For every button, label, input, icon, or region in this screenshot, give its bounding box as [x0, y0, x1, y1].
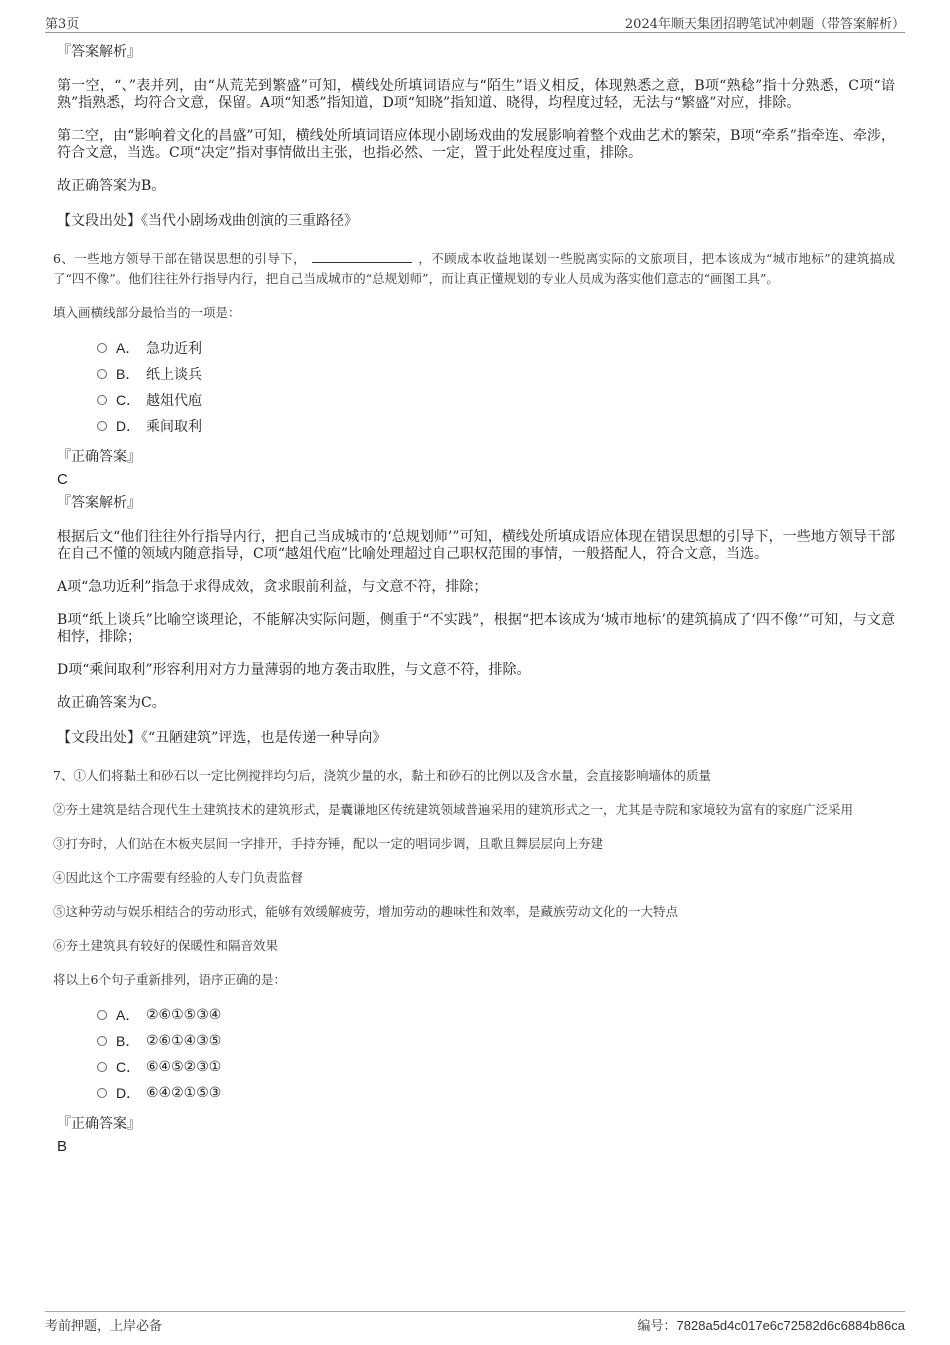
correct-answer-heading: 『正确答案』	[57, 449, 141, 465]
option-c[interactable]: C． 越俎代庖	[97, 387, 895, 413]
page-footer	[45, 1311, 905, 1334]
radio-icon[interactable]	[97, 1088, 107, 1098]
question-6-stem: 6、一些地方领导干部在错误思想的引导下， ，不顾成本收益地谋划一些脱离实际的文旅项目，把本该成为“城市地标”的建筑搞成了“四不像”。他们往往外行指导内行，把自己当成城市的“总规划师”，而让真正懂规划的专业人员成为落实他们意志的“画图工具”。	[53, 251, 895, 286]
radio-icon[interactable]	[97, 343, 107, 353]
analysis-paragraph: B项“纸上谈兵”比喻空谈理论，不能解决实际问题，侧重于“不实践”，根据“把本该成为‘城市地标’的建筑搞成了‘四不像’”可知，与文意相悖，排除；	[57, 612, 895, 645]
correct-answer-value: B	[57, 1138, 68, 1155]
footer-slogan: 考前押题，上岸必备	[45, 1319, 163, 1334]
question-6-prompt: 填入画横线部分最恰当的一项是：	[53, 305, 241, 320]
analysis-paragraph: 故正确答案为C。	[57, 695, 166, 711]
page-header	[45, 12, 905, 33]
option-b[interactable]: B． 纸上谈兵	[97, 361, 895, 387]
option-d[interactable]: D． ⑥④②①⑤③	[97, 1080, 895, 1106]
correct-answer-heading: 『正确答案』	[57, 1116, 141, 1132]
question-7-sentence: ⑥夯土建筑具有较好的保暖性和隔音效果	[53, 938, 279, 953]
radio-icon[interactable]	[97, 421, 107, 431]
radio-icon[interactable]	[97, 369, 107, 379]
radio-icon[interactable]	[97, 1036, 107, 1046]
option-a[interactable]: A． 急功近利	[97, 335, 895, 361]
radio-icon[interactable]	[97, 395, 107, 405]
question-7-sentence: ⑤这种劳动与娱乐相结合的劳动形式，能够有效缓解疲劳，增加劳动的趣味性和效率，是藏族劳动文化的一大特点	[53, 904, 679, 919]
fill-blank	[312, 250, 412, 263]
option-d[interactable]: D． 乘间取利	[97, 413, 895, 439]
document-code: 编号：7828a5d4c017e6c72582d6c6884b86ca	[637, 1318, 905, 1334]
source-citation: 【文段出处】《“丑陋建筑”评选，也是传递一种导向》	[57, 730, 387, 746]
question-7-sentence: ③打夯时，人们站在木板夹层间一字排开，手持夯锤，配以一定的唱词步调，且歌且舞层层向上夯建	[53, 836, 604, 851]
analysis-heading: 『答案解析』	[57, 44, 141, 60]
page-number: 第3页	[45, 17, 80, 32]
option-c[interactable]: C． ⑥④⑤②③①	[97, 1054, 895, 1080]
page-content	[53, 42, 895, 1160]
analysis-paragraph: 故正确答案为B。	[57, 178, 166, 194]
question-7-options	[97, 1002, 895, 1106]
question-7-prompt: 将以上6个句子重新排列，语序正确的是：	[53, 972, 286, 987]
analysis-paragraph: D项“乘间取利”形容利用对方力量薄弱的地方袭击取胜，与文意不符，排除。	[57, 662, 531, 678]
analysis-paragraph: A项“急功近利”指急于求得成效，贪求眼前利益，与文意不符，排除；	[57, 579, 488, 595]
analysis-paragraph: 第二空，由“影响着文化的昌盛”可知，横线处所填词语应体现小剧场戏曲的发展影响着整个戏曲艺术的繁荣，B项“牵系”指牵连、牵涉，符合文意，当选。C项“决定”指对事情做出主张，也指必然、一定，置于此处程度过重，排除。	[57, 128, 895, 161]
analysis-heading: 『答案解析』	[57, 495, 141, 511]
question-7-sentence: ②夯土建筑是结合现代生土建筑技术的建筑形式，是囊谦地区传统建筑领域普遍采用的建筑形式之一，尤其是寺院和家境较为富有的家庭广泛采用	[53, 802, 854, 817]
document-title: 2024年顺天集团招聘笔试冲刺题（带答案解析）	[624, 17, 905, 32]
question-7-sentence: 7、①人们将黏土和砂石以一定比例搅拌均匀后，浇筑少量的水，黏土和砂石的比例以及含水量，会直接影响墙体的质量	[53, 768, 711, 783]
source-citation: 【文段出处】《当代小剧场戏曲创演的三重路径》	[57, 213, 358, 229]
analysis-paragraph: 第一空，“、”表并列，由“从荒芜到繁盛”可知，横线处所填词语应与“陌生”语义相反，体现熟悉之意，B项“熟稔”指十分熟悉，C项“谙熟”指熟悉，均符合文意，保留。A项“知悉”指知道，D项“知晓”指知道、晓得，均程度过轻，无法与“繁盛”对应，排除。	[57, 78, 895, 111]
question-6-options	[97, 335, 895, 439]
analysis-paragraph: 根据后文“他们往往外行指导内行，把自己当成城市的‘总规划师’”可知，横线处所填成语应体现在错误思想的引导下，一些地方领导干部在自己不懂的领域内随意指导，C项“越俎代庖”比喻处理超过自己职权范围的事情，一般搭配人，符合文意，当选。	[57, 529, 895, 562]
question-7-sentence: ④因此这个工序需要有经验的人专门负责监督	[53, 870, 304, 885]
correct-answer-value: C	[57, 471, 68, 488]
option-b[interactable]: B． ②⑥①④③⑤	[97, 1028, 895, 1054]
radio-icon[interactable]	[97, 1062, 107, 1072]
option-a[interactable]: A． ②⑥①⑤③④	[97, 1002, 895, 1028]
radio-icon[interactable]	[97, 1010, 107, 1020]
